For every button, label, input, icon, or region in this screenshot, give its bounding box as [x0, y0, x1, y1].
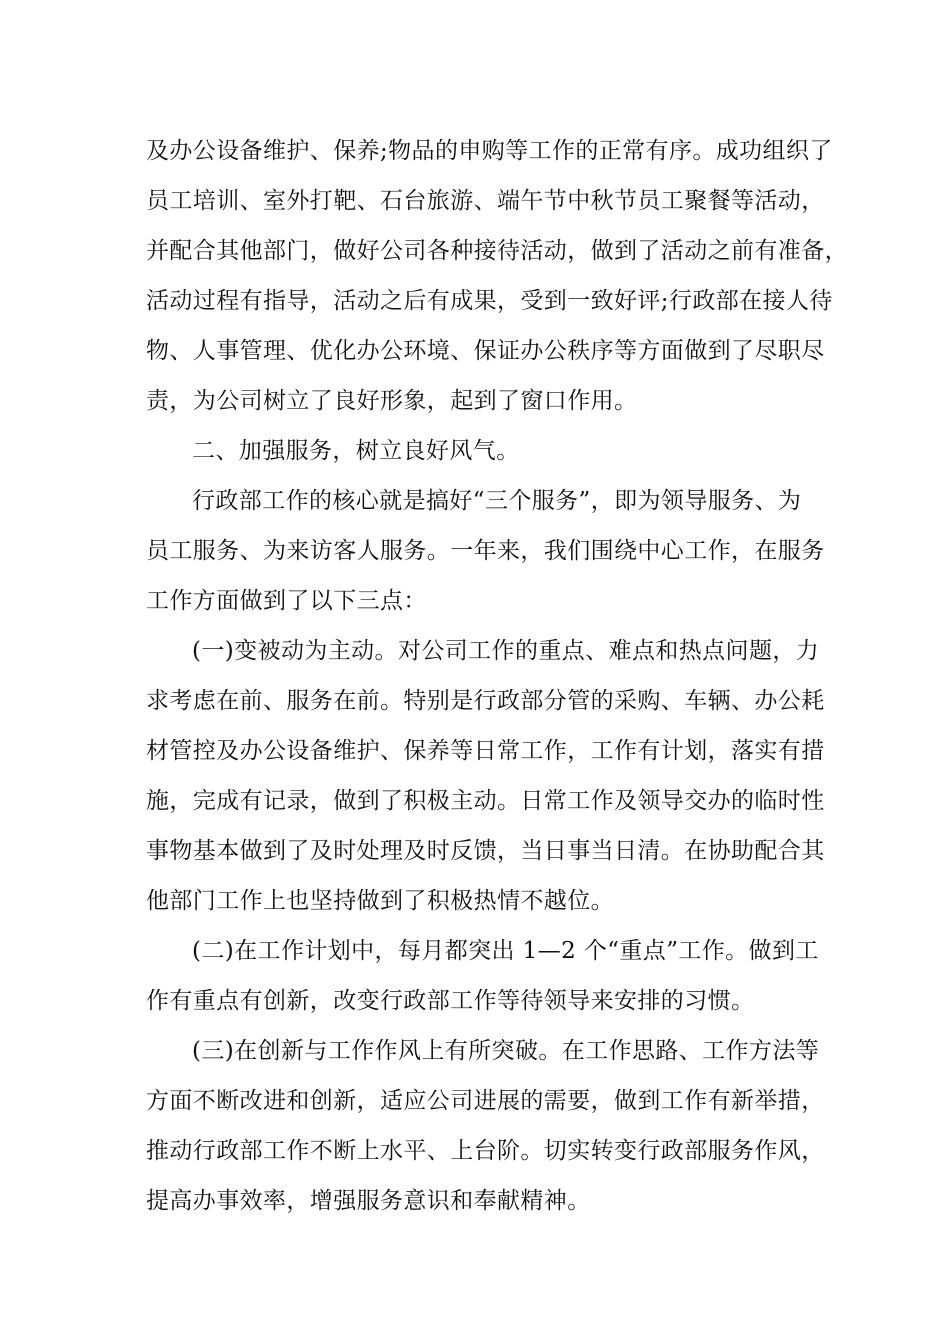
text-line: 他部门工作上也坚持做到了积极热情不越位。: [146, 888, 614, 914]
text-line: 物、人事管理、优化办公环境、保证办公秩序等方面做到了尽职尽: [146, 338, 825, 364]
text-line: 责，为公司树立了良好形象，起到了窗口作用。: [146, 388, 638, 414]
text-line: 事物基本做到了及时处理及时反馈，当日事当日清。在协助配合其: [146, 838, 825, 864]
text-line: 员工服务、为来访客人服务。一年来，我们围绕中心工作，在服务: [146, 538, 825, 564]
text-line: 提高办事效率，增强服务意识和奉献精神。: [146, 1188, 591, 1214]
text-line: 材管控及办公设备维护、保养等日常工作，工作有计划，落实有措: [146, 738, 825, 764]
section-heading: 二、加强服务，树立良好风气。: [192, 438, 520, 464]
text-line: 活动过程有指导，活动之后有成果，受到一致好评;行政部在接人待: [146, 288, 833, 314]
text-line: 及办公设备维护、保养;物品的申购等工作的正常有序。成功组织了: [146, 138, 833, 164]
text-line: (三)在创新与工作作风上有所突破。在工作思路、工作方法等: [192, 1038, 820, 1064]
text-line: 求考虑在前、服务在前。特别是行政部分管的采购、车辆、办公耗: [146, 688, 825, 714]
text-line: 施，完成有记录，做到了积极主动。日常工作及领导交办的临时性: [146, 788, 825, 814]
text-line: 员工培训、室外打靶、石台旅游、端午节中秋节员工聚餐等活动，: [146, 188, 825, 214]
text-line: (一)变被动为主动。对公司工作的重点、难点和热点问题，力: [192, 638, 820, 664]
text-line: 方面不断改进和创新，适应公司进展的需要，做到工作有新举措，: [146, 1088, 825, 1114]
text-line: 并配合其他部门，做好公司各种接待活动，做到了活动之前有准备，: [146, 238, 848, 264]
text-line: (二)在工作计划中，每月都突出 1—2 个“重点”工作。做到工: [192, 938, 819, 964]
text-line: 行政部工作的核心就是搞好“三个服务”，即为领导服务、为: [192, 488, 802, 514]
text-line: 推动行政部工作不断上水平、上台阶。切实转变行政部服务作风，: [146, 1138, 825, 1164]
text-line: 工作方面做到了以下三点：: [146, 588, 427, 614]
text-line: 作有重点有创新，改变行政部工作等待领导来安排的习惯。: [146, 988, 755, 1014]
